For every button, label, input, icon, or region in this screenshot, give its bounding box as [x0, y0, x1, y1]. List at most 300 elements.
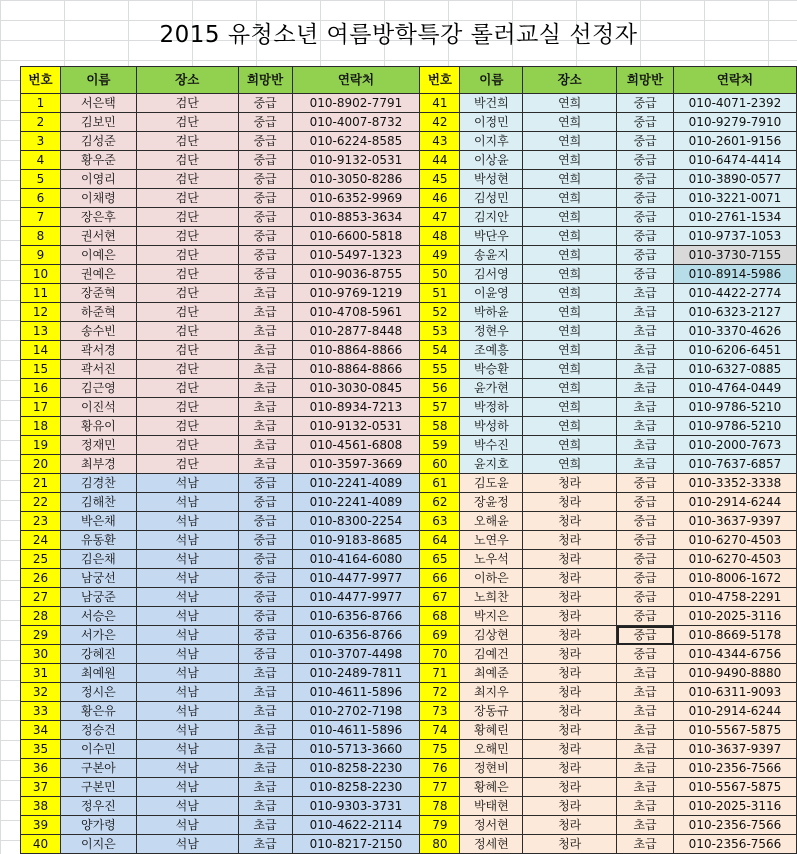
cell-name[interactable]: 윤가현: [460, 379, 523, 398]
cell-number[interactable]: 43: [420, 132, 460, 151]
cell-number[interactable]: 62: [420, 493, 460, 512]
cell-phone[interactable]: 010-8853-3634: [292, 208, 420, 227]
cell-number[interactable]: 56: [420, 379, 460, 398]
cell-number[interactable]: 27: [21, 588, 61, 607]
cell-level[interactable]: 초급: [238, 778, 292, 797]
cell-level[interactable]: 초급: [238, 702, 292, 721]
cell-level[interactable]: 초급: [617, 341, 674, 360]
cell-phone[interactable]: 010-5567-5875: [674, 778, 797, 797]
cell-number[interactable]: 14: [21, 341, 61, 360]
cell-number[interactable]: 5: [21, 170, 61, 189]
cell-name[interactable]: 양가령: [60, 816, 136, 835]
cell-place[interactable]: 연희: [523, 94, 617, 113]
cell-phone[interactable]: 010-6323-2127: [674, 303, 797, 322]
cell-number[interactable]: 29: [21, 626, 61, 645]
cell-level[interactable]: 중급: [617, 132, 674, 151]
cell-name[interactable]: 김경찬: [60, 474, 136, 493]
cell-phone[interactable]: 010-3637-9397: [674, 740, 797, 759]
cell-phone[interactable]: 010-8864-8866: [292, 341, 420, 360]
cell-level[interactable]: 중급: [238, 626, 292, 645]
cell-place[interactable]: 청라: [523, 664, 617, 683]
cell-number[interactable]: 74: [420, 721, 460, 740]
cell-name[interactable]: 곽서경: [60, 341, 136, 360]
cell-name[interactable]: 김보민: [60, 113, 136, 132]
cell-number[interactable]: 75: [420, 740, 460, 759]
cell-place[interactable]: 검단: [136, 398, 238, 417]
cell-level[interactable]: 중급: [617, 512, 674, 531]
cell-level[interactable]: 초급: [238, 835, 292, 854]
cell-level[interactable]: 초급: [617, 702, 674, 721]
cell-phone[interactable]: 010-9786-5210: [674, 398, 797, 417]
cell-phone[interactable]: 010-9036-8755: [292, 265, 420, 284]
cell-level[interactable]: 초급: [238, 417, 292, 436]
cell-level[interactable]: 초급: [238, 360, 292, 379]
cell-place[interactable]: 석남: [136, 778, 238, 797]
cell-place[interactable]: 검단: [136, 322, 238, 341]
cell-phone[interactable]: 010-8258-2230: [292, 778, 420, 797]
cell-phone[interactable]: 010-4611-5896: [292, 683, 420, 702]
cell-phone[interactable]: 010-4764-0449: [674, 379, 797, 398]
cell-level[interactable]: 초급: [238, 455, 292, 474]
cell-phone[interactable]: 010-8914-5986: [674, 265, 797, 284]
cell-number[interactable]: 32: [21, 683, 61, 702]
cell-name[interactable]: 이지후: [460, 132, 523, 151]
cell-level[interactable]: 초급: [617, 455, 674, 474]
cell-number[interactable]: 38: [21, 797, 61, 816]
cell-place[interactable]: 석남: [136, 816, 238, 835]
cell-number[interactable]: 52: [420, 303, 460, 322]
cell-place[interactable]: 석남: [136, 759, 238, 778]
cell-place[interactable]: 연희: [523, 132, 617, 151]
cell-name[interactable]: 노희찬: [460, 588, 523, 607]
cell-phone[interactable]: 010-9737-1053: [674, 227, 797, 246]
cell-phone[interactable]: 010-3637-9397: [674, 512, 797, 531]
cell-phone[interactable]: 010-8934-7213: [292, 398, 420, 417]
cell-number[interactable]: 77: [420, 778, 460, 797]
cell-level[interactable]: 중급: [617, 607, 674, 626]
cell-number[interactable]: 7: [21, 208, 61, 227]
cell-phone[interactable]: 010-3730-7155: [674, 246, 797, 265]
cell-phone[interactable]: 010-5567-5875: [674, 721, 797, 740]
cell-number[interactable]: 63: [420, 512, 460, 531]
cell-level[interactable]: 중급: [617, 246, 674, 265]
cell-phone[interactable]: 010-4561-6808: [292, 436, 420, 455]
cell-place[interactable]: 청라: [523, 512, 617, 531]
cell-number[interactable]: 55: [420, 360, 460, 379]
cell-number[interactable]: 53: [420, 322, 460, 341]
cell-place[interactable]: 청라: [523, 797, 617, 816]
cell-number[interactable]: 80: [420, 835, 460, 854]
cell-phone[interactable]: 010-8217-2150: [292, 835, 420, 854]
cell-level[interactable]: 초급: [617, 436, 674, 455]
cell-place[interactable]: 청라: [523, 645, 617, 664]
cell-place[interactable]: 검단: [136, 113, 238, 132]
cell-level[interactable]: 중급: [617, 227, 674, 246]
cell-phone[interactable]: 010-6311-9093: [674, 683, 797, 702]
cell-phone[interactable]: 010-3707-4498: [292, 645, 420, 664]
cell-name[interactable]: 오해윤: [460, 512, 523, 531]
cell-number[interactable]: 69: [420, 626, 460, 645]
cell-name[interactable]: 정현우: [460, 322, 523, 341]
cell-number[interactable]: 6: [21, 189, 61, 208]
cell-level[interactable]: 초급: [238, 436, 292, 455]
cell-name[interactable]: 박정하: [460, 398, 523, 417]
cell-place[interactable]: 연희: [523, 455, 617, 474]
cell-level[interactable]: 초급: [238, 664, 292, 683]
cell-name[interactable]: 이채령: [60, 189, 136, 208]
header-phone-left[interactable]: 연락처: [292, 67, 420, 94]
cell-level[interactable]: 초급: [238, 341, 292, 360]
cell-name[interactable]: 정승건: [60, 721, 136, 740]
cell-name[interactable]: 박은채: [60, 512, 136, 531]
cell-phone[interactable]: 010-4164-6080: [292, 550, 420, 569]
cell-place[interactable]: 검단: [136, 341, 238, 360]
cell-number[interactable]: 28: [21, 607, 61, 626]
cell-name[interactable]: 박승환: [460, 360, 523, 379]
cell-name[interactable]: 이윤영: [460, 284, 523, 303]
cell-number[interactable]: 60: [420, 455, 460, 474]
cell-phone[interactable]: 010-8902-7791: [292, 94, 420, 113]
cell-level[interactable]: 중급: [238, 227, 292, 246]
header-phone-right[interactable]: 연락처: [674, 67, 797, 94]
cell-place[interactable]: 석남: [136, 531, 238, 550]
cell-place[interactable]: 검단: [136, 227, 238, 246]
cell-name[interactable]: 박수진: [460, 436, 523, 455]
cell-number[interactable]: 3: [21, 132, 61, 151]
cell-level[interactable]: 중급: [617, 208, 674, 227]
cell-place[interactable]: 연희: [523, 417, 617, 436]
cell-number[interactable]: 2: [21, 113, 61, 132]
cell-phone[interactable]: 010-5497-1323: [292, 246, 420, 265]
cell-phone[interactable]: 010-4007-8732: [292, 113, 420, 132]
cell-place[interactable]: 검단: [136, 436, 238, 455]
cell-phone[interactable]: 010-2241-4089: [292, 474, 420, 493]
cell-level[interactable]: 중급: [238, 246, 292, 265]
cell-level[interactable]: 중급: [617, 569, 674, 588]
cell-place[interactable]: 석남: [136, 607, 238, 626]
cell-level[interactable]: 초급: [238, 721, 292, 740]
cell-place[interactable]: 연희: [523, 246, 617, 265]
cell-number[interactable]: 13: [21, 322, 61, 341]
cell-name[interactable]: 이진석: [60, 398, 136, 417]
cell-name[interactable]: 구본아: [60, 759, 136, 778]
cell-place[interactable]: 청라: [523, 778, 617, 797]
cell-number[interactable]: 34: [21, 721, 61, 740]
cell-name[interactable]: 권예은: [60, 265, 136, 284]
cell-phone[interactable]: 010-2877-8448: [292, 322, 420, 341]
cell-level[interactable]: 초급: [617, 398, 674, 417]
header-no-right[interactable]: 번호: [420, 67, 460, 94]
cell-number[interactable]: 35: [21, 740, 61, 759]
cell-level[interactable]: 중급: [238, 588, 292, 607]
cell-level[interactable]: 중급: [238, 132, 292, 151]
cell-phone[interactable]: 010-9786-5210: [674, 417, 797, 436]
cell-level[interactable]: 초급: [238, 816, 292, 835]
cell-level[interactable]: 중급: [617, 94, 674, 113]
cell-level[interactable]: 중급: [238, 94, 292, 113]
cell-number[interactable]: 66: [420, 569, 460, 588]
cell-level[interactable]: 중급: [238, 113, 292, 132]
cell-phone[interactable]: 010-4477-9977: [292, 569, 420, 588]
cell-number[interactable]: 9: [21, 246, 61, 265]
cell-place[interactable]: 석남: [136, 702, 238, 721]
cell-name[interactable]: 정현비: [460, 759, 523, 778]
cell-name[interactable]: 최예원: [60, 664, 136, 683]
cell-number[interactable]: 67: [420, 588, 460, 607]
cell-place[interactable]: 석남: [136, 512, 238, 531]
cell-level[interactable]: 초급: [617, 778, 674, 797]
cell-place[interactable]: 검단: [136, 417, 238, 436]
cell-number[interactable]: 21: [21, 474, 61, 493]
cell-place[interactable]: 청라: [523, 721, 617, 740]
cell-name[interactable]: 이예은: [60, 246, 136, 265]
cell-phone[interactable]: 010-2356-7566: [674, 759, 797, 778]
cell-level[interactable]: 초급: [617, 379, 674, 398]
cell-level[interactable]: 중급: [617, 170, 674, 189]
cell-name[interactable]: 오해민: [460, 740, 523, 759]
cell-place[interactable]: 연희: [523, 341, 617, 360]
cell-level[interactable]: 중급: [617, 550, 674, 569]
cell-level[interactable]: 초급: [617, 683, 674, 702]
cell-number[interactable]: 8: [21, 227, 61, 246]
cell-level[interactable]: 초급: [617, 816, 674, 835]
cell-level[interactable]: 중급: [238, 493, 292, 512]
cell-number[interactable]: 23: [21, 512, 61, 531]
cell-number[interactable]: 61: [420, 474, 460, 493]
cell-level[interactable]: 중급: [238, 550, 292, 569]
cell-place[interactable]: 검단: [136, 189, 238, 208]
cell-place[interactable]: 연희: [523, 360, 617, 379]
cell-level[interactable]: 초급: [617, 417, 674, 436]
cell-phone[interactable]: 010-9769-1219: [292, 284, 420, 303]
cell-place[interactable]: 청라: [523, 835, 617, 854]
cell-level[interactable]: 중급: [238, 474, 292, 493]
cell-place[interactable]: 석남: [136, 664, 238, 683]
cell-name[interactable]: 서가은: [60, 626, 136, 645]
cell-place[interactable]: 검단: [136, 208, 238, 227]
cell-place[interactable]: 검단: [136, 170, 238, 189]
cell-phone[interactable]: 010-8258-2230: [292, 759, 420, 778]
cell-level[interactable]: 중급: [238, 265, 292, 284]
cell-phone[interactable]: 010-6270-4503: [674, 531, 797, 550]
cell-phone[interactable]: 010-9490-8880: [674, 664, 797, 683]
cell-level[interactable]: 초급: [617, 797, 674, 816]
cell-phone[interactable]: 010-6224-8585: [292, 132, 420, 151]
cell-name[interactable]: 김예건: [460, 645, 523, 664]
cell-number[interactable]: 30: [21, 645, 61, 664]
cell-name[interactable]: 황혜린: [460, 721, 523, 740]
cell-name[interactable]: 강혜진: [60, 645, 136, 664]
cell-number[interactable]: 45: [420, 170, 460, 189]
cell-name[interactable]: 이지은: [60, 835, 136, 854]
cell-place[interactable]: 검단: [136, 379, 238, 398]
cell-number[interactable]: 49: [420, 246, 460, 265]
cell-level[interactable]: 중급: [617, 588, 674, 607]
cell-phone[interactable]: 010-2601-9156: [674, 132, 797, 151]
cell-number[interactable]: 19: [21, 436, 61, 455]
cell-phone[interactable]: 010-3370-4626: [674, 322, 797, 341]
cell-place[interactable]: 연희: [523, 265, 617, 284]
cell-name[interactable]: 조예흥: [460, 341, 523, 360]
cell-name[interactable]: 김은채: [60, 550, 136, 569]
cell-number[interactable]: 31: [21, 664, 61, 683]
cell-phone[interactable]: 010-2914-6244: [674, 493, 797, 512]
cell-phone[interactable]: 010-2241-4089: [292, 493, 420, 512]
cell-name[interactable]: 장윤정: [460, 493, 523, 512]
cell-phone[interactable]: 010-6356-8766: [292, 607, 420, 626]
cell-level[interactable]: 초급: [617, 835, 674, 854]
cell-place[interactable]: 청라: [523, 816, 617, 835]
cell-name[interactable]: 남궁선: [60, 569, 136, 588]
cell-name[interactable]: 정시은: [60, 683, 136, 702]
cell-name[interactable]: 박성현: [460, 170, 523, 189]
cell-number[interactable]: 37: [21, 778, 61, 797]
cell-level[interactable]: 중급: [238, 189, 292, 208]
cell-level[interactable]: 중급: [617, 474, 674, 493]
cell-place[interactable]: 청라: [523, 683, 617, 702]
cell-place[interactable]: 검단: [136, 132, 238, 151]
cell-phone[interactable]: 010-5713-3660: [292, 740, 420, 759]
cell-name[interactable]: 박지은: [460, 607, 523, 626]
cell-number[interactable]: 65: [420, 550, 460, 569]
cell-phone[interactable]: 010-8006-1672: [674, 569, 797, 588]
cell-name[interactable]: 권서현: [60, 227, 136, 246]
cell-number[interactable]: 57: [420, 398, 460, 417]
cell-number[interactable]: 22: [21, 493, 61, 512]
cell-name[interactable]: 정세현: [460, 835, 523, 854]
header-name-left[interactable]: 이름: [60, 67, 136, 94]
cell-phone[interactable]: 010-4708-5961: [292, 303, 420, 322]
cell-place[interactable]: 석남: [136, 569, 238, 588]
cell-level[interactable]: 초급: [238, 398, 292, 417]
cell-place[interactable]: 청라: [523, 531, 617, 550]
cell-place[interactable]: 연희: [523, 151, 617, 170]
cell-level[interactable]: 초급: [617, 759, 674, 778]
cell-level[interactable]: 중급: [617, 493, 674, 512]
cell-phone[interactable]: 010-6600-5818: [292, 227, 420, 246]
cell-number[interactable]: 68: [420, 607, 460, 626]
cell-level[interactable]: 중급: [238, 569, 292, 588]
cell-phone[interactable]: 010-4344-6756: [674, 645, 797, 664]
cell-phone[interactable]: 010-6356-8766: [292, 626, 420, 645]
cell-name[interactable]: 박단우: [460, 227, 523, 246]
cell-level[interactable]: 초급: [617, 303, 674, 322]
cell-phone[interactable]: 010-4758-2291: [674, 588, 797, 607]
cell-place[interactable]: 석남: [136, 626, 238, 645]
cell-phone[interactable]: 010-2025-3116: [674, 607, 797, 626]
cell-name[interactable]: 김근영: [60, 379, 136, 398]
cell-phone[interactable]: 010-3050-8286: [292, 170, 420, 189]
cell-name[interactable]: 최부경: [60, 455, 136, 474]
cell-phone[interactable]: 010-3030-0845: [292, 379, 420, 398]
cell-phone[interactable]: 010-8864-8866: [292, 360, 420, 379]
cell-place[interactable]: 연희: [523, 284, 617, 303]
cell-name[interactable]: 윤지호: [460, 455, 523, 474]
cell-name[interactable]: 박태현: [460, 797, 523, 816]
cell-phone[interactable]: 010-8300-2254: [292, 512, 420, 531]
cell-level[interactable]: 초급: [238, 683, 292, 702]
cell-number[interactable]: 73: [420, 702, 460, 721]
cell-name[interactable]: 황우준: [60, 151, 136, 170]
cell-number[interactable]: 11: [21, 284, 61, 303]
cell-name[interactable]: 송수빈: [60, 322, 136, 341]
cell-name[interactable]: 최지우: [460, 683, 523, 702]
cell-number[interactable]: 33: [21, 702, 61, 721]
cell-phone[interactable]: 010-2356-7566: [674, 816, 797, 835]
header-level-left[interactable]: 희망반: [238, 67, 292, 94]
cell-place[interactable]: 연희: [523, 170, 617, 189]
cell-name[interactable]: 하준혁: [60, 303, 136, 322]
cell-number[interactable]: 78: [420, 797, 460, 816]
cell-number[interactable]: 18: [21, 417, 61, 436]
cell-place[interactable]: 검단: [136, 265, 238, 284]
cell-place[interactable]: 연희: [523, 303, 617, 322]
cell-level[interactable]: 중급: [617, 189, 674, 208]
cell-level[interactable]: 중급: [617, 113, 674, 132]
cell-name[interactable]: 장동규: [460, 702, 523, 721]
cell-number[interactable]: 36: [21, 759, 61, 778]
cell-name[interactable]: 남궁준: [60, 588, 136, 607]
cell-number[interactable]: 1: [21, 94, 61, 113]
cell-level[interactable]: 초급: [617, 322, 674, 341]
cell-phone[interactable]: 010-4071-2392: [674, 94, 797, 113]
cell-number[interactable]: 16: [21, 379, 61, 398]
cell-phone[interactable]: 010-3352-3338: [674, 474, 797, 493]
cell-name[interactable]: 최예준: [460, 664, 523, 683]
cell-number[interactable]: 48: [420, 227, 460, 246]
cell-place[interactable]: 검단: [136, 284, 238, 303]
cell-level[interactable]: 초급: [238, 322, 292, 341]
cell-level[interactable]: 중급: [617, 151, 674, 170]
cell-number[interactable]: 40: [21, 835, 61, 854]
cell-place[interactable]: 석남: [136, 645, 238, 664]
cell-phone[interactable]: 010-3890-0577: [674, 170, 797, 189]
cell-number[interactable]: 71: [420, 664, 460, 683]
cell-number[interactable]: 46: [420, 189, 460, 208]
cell-name[interactable]: 김해찬: [60, 493, 136, 512]
cell-phone[interactable]: 010-3597-3669: [292, 455, 420, 474]
cell-level[interactable]: 초급: [238, 303, 292, 322]
cell-number[interactable]: 50: [420, 265, 460, 284]
cell-level[interactable]: 초급: [238, 284, 292, 303]
cell-number[interactable]: 42: [420, 113, 460, 132]
cell-name[interactable]: 황은유: [60, 702, 136, 721]
cell-name[interactable]: 노연우: [460, 531, 523, 550]
cell-number[interactable]: 24: [21, 531, 61, 550]
cell-name[interactable]: 박성하: [460, 417, 523, 436]
cell-number[interactable]: 25: [21, 550, 61, 569]
cell-number[interactable]: 70: [420, 645, 460, 664]
cell-level[interactable]: 중급: [238, 531, 292, 550]
cell-name[interactable]: 이하은: [460, 569, 523, 588]
cell-place[interactable]: 청라: [523, 493, 617, 512]
cell-number[interactable]: 64: [420, 531, 460, 550]
cell-name[interactable]: 이정민: [460, 113, 523, 132]
cell-number[interactable]: 15: [21, 360, 61, 379]
cell-name[interactable]: 김성민: [460, 189, 523, 208]
cell-level[interactable]: 초급: [238, 759, 292, 778]
cell-place[interactable]: 석남: [136, 683, 238, 702]
header-place-left[interactable]: 장소: [136, 67, 238, 94]
cell-number[interactable]: 41: [420, 94, 460, 113]
cell-place[interactable]: 석남: [136, 588, 238, 607]
cell-name[interactable]: 황혜은: [460, 778, 523, 797]
cell-place[interactable]: 석남: [136, 797, 238, 816]
cell-name[interactable]: 정재민: [60, 436, 136, 455]
cell-phone[interactable]: 010-2025-3116: [674, 797, 797, 816]
cell-place[interactable]: 석남: [136, 835, 238, 854]
cell-phone[interactable]: 010-2914-6244: [674, 702, 797, 721]
